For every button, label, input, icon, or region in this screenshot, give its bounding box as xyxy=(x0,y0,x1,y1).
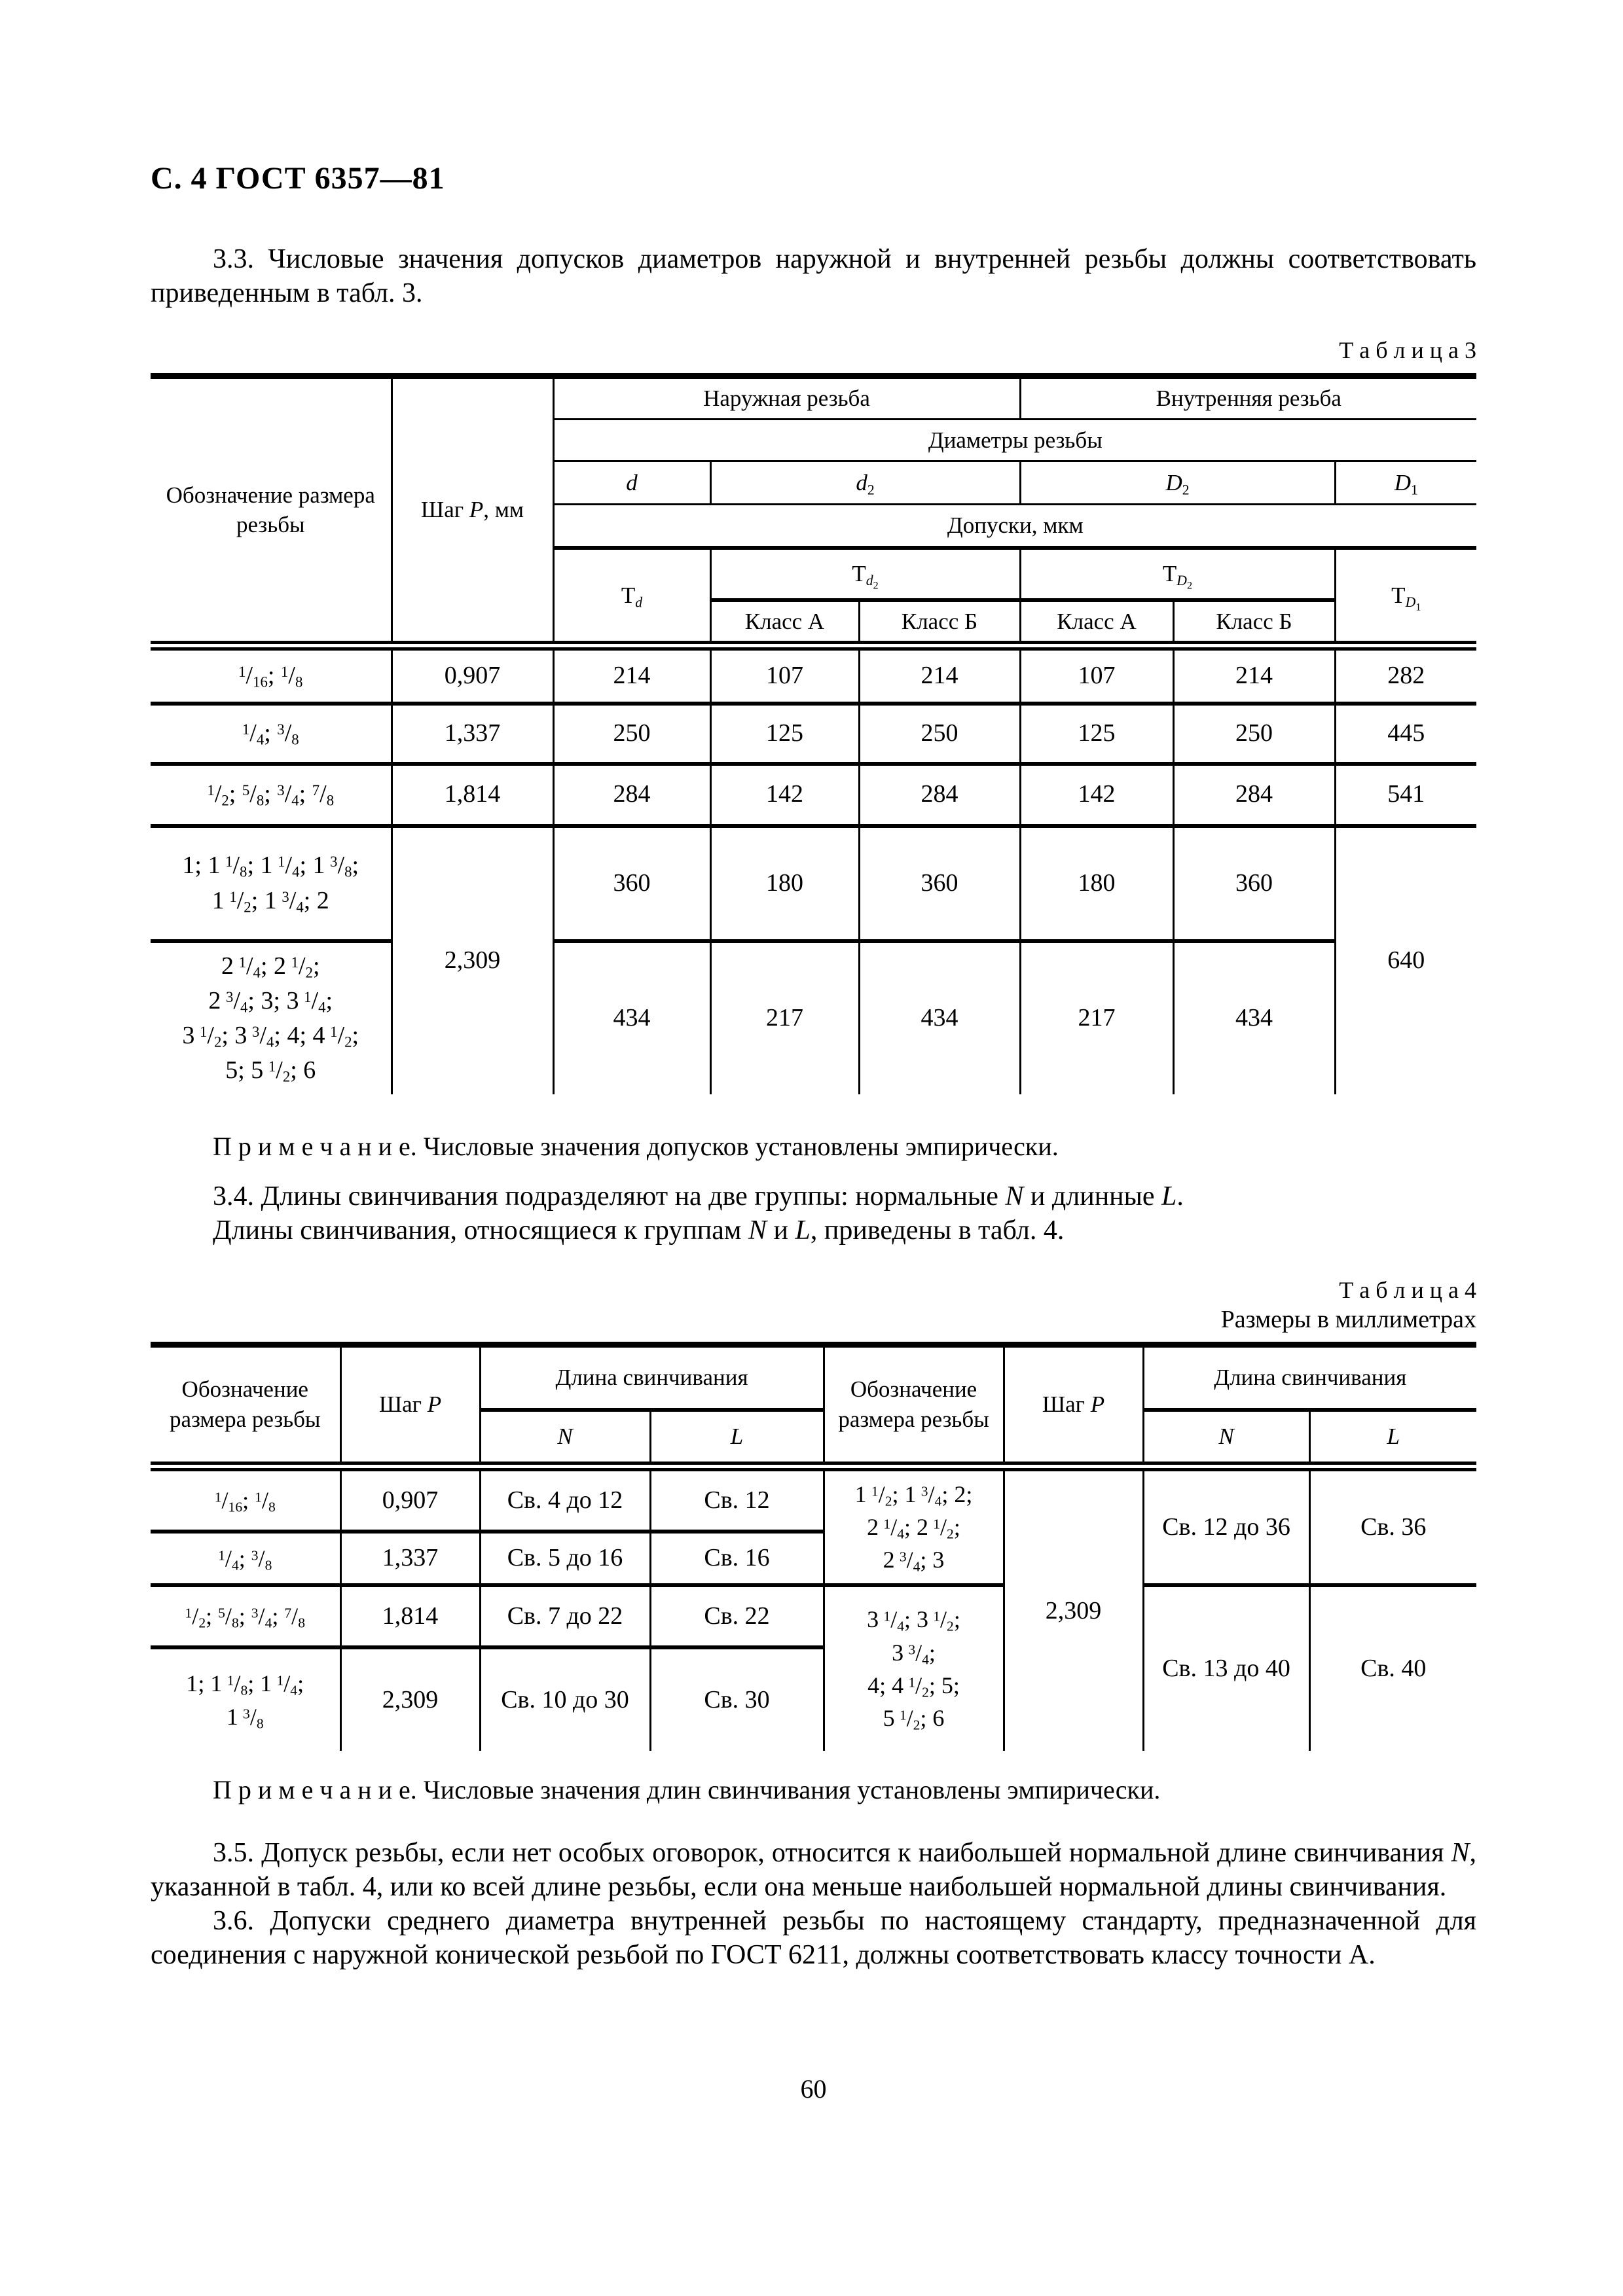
t4-col-designation-right: Обозначение размера резьбы xyxy=(824,1344,1004,1466)
t4-l-cell: Св. 22 xyxy=(650,1585,824,1647)
table-row xyxy=(151,376,1476,420)
t3-value-cell: 360 xyxy=(553,826,710,941)
t4-col-n-right: N xyxy=(1143,1410,1309,1466)
t3-pitch-cell: 1,337 xyxy=(392,704,553,764)
t3-col-D2: $D_2$ xyxy=(1020,461,1335,505)
t3-value-cell: 107 xyxy=(1020,646,1173,704)
t3-value-cell: 125 xyxy=(1020,704,1173,764)
t3-designation-cell: $^1/_2$; $^5/_8$; $^3/_4$; $^7/_8$ xyxy=(151,764,392,826)
t3-col-Td: $Т_d$ xyxy=(553,548,710,646)
t4-designation-cell: $^1/_4$; $^3/_8$ xyxy=(151,1532,340,1585)
table4-note: П р и м е ч а н и е. Числовые значения длин свинчивания установлены эмпирически. xyxy=(213,1775,1161,1804)
t3-value-cell: 142 xyxy=(710,764,859,826)
t4-n-cell: Св. 5 до 16 xyxy=(480,1532,650,1585)
table3-note: П р и м е ч а н и е. Числовые значения допусков установлены эмпирически. xyxy=(213,1131,1059,1161)
t3-value-cell: 180 xyxy=(710,826,859,941)
t3-pitch-cell-merged: 2,309 xyxy=(392,826,553,1094)
table-row xyxy=(151,704,1476,764)
t3-pitch-cell: 1,814 xyxy=(392,764,553,826)
t3-designation-cell: $^1/_{16}$; $^1/_8$ xyxy=(151,646,392,704)
t4-col-length-left: Длина свинчивания xyxy=(480,1344,824,1410)
t4-n-cell: Св. 13 до 40 xyxy=(1143,1585,1309,1751)
table-row xyxy=(151,1344,1476,1410)
t4-col-pitch-right: Шаг P xyxy=(1004,1344,1143,1466)
t3-value-cell: 142 xyxy=(1020,764,1173,826)
t3-value-cell: 284 xyxy=(553,764,710,826)
t4-pitch-cell: 0,907 xyxy=(340,1466,480,1532)
t4-col-l-left: L xyxy=(650,1410,824,1466)
t3-col-tolerances: Допуски, мкм xyxy=(553,505,1476,548)
t3-designation-cell: 1; 1 $^1/_8$; 1 $^1/_4$; 1 $^3/_8$; 1 $^1/_2$; 1 $^3/_4$; 2 xyxy=(151,826,392,941)
t4-designation-cell: 1; 1 $^1/_8$; 1 $^1/_4$; 1 $^3/_8$ xyxy=(151,1647,340,1751)
t3-value-cell: 214 xyxy=(553,646,710,704)
t4-n-cell: Св. 12 до 36 xyxy=(1143,1466,1309,1585)
t4-col-designation-left: Обозначение размера резьбы xyxy=(151,1344,340,1466)
t4-pitch-cell-merged: 2,309 xyxy=(1004,1466,1143,1751)
t3-pitch-cell: 0,907 xyxy=(392,646,553,704)
t3-value-cell: 217 xyxy=(1020,941,1173,1094)
t3-col-designation: Обозначение размера резьбы xyxy=(151,376,392,646)
t3-col-class-a: Класс А xyxy=(710,600,859,646)
table-row xyxy=(151,941,1476,1094)
t3-col-TD2: $Т_{D_2}$ xyxy=(1020,548,1335,600)
t3-value-cell: 284 xyxy=(1173,764,1335,826)
t3-col-Td2: $Т_{d_2}$ xyxy=(710,548,1020,600)
paragraph-3-4-line2: Длины свинчивания, относящиеся к группам N и L, приведены в табл. 4. xyxy=(213,1215,1065,1246)
t3-value-cell: 214 xyxy=(859,646,1020,704)
t4-n-cell: Св. 7 до 22 xyxy=(480,1585,650,1647)
t3-value-cell: 125 xyxy=(710,704,859,764)
t3-col-class-a: Класс А xyxy=(1020,600,1173,646)
t3-col-diameters: Диаметры резьбы xyxy=(553,420,1476,461)
t4-l-cell: Св. 16 xyxy=(650,1532,824,1585)
paragraph-3-6: 3.6. Допуски среднего диаметра внутренней резьбы по настоящему стандарту, предназначенной для соединения с наружной конической резьбой по ГОСТ 6211, должны соответствовать классу точности А. xyxy=(151,1906,1476,1970)
t3-col-inner-thread: Внутренняя резьба xyxy=(1020,376,1476,420)
t3-td1-cell: 541 xyxy=(1335,764,1476,826)
t3-designation-cell: $^1/_4$; $^3/_8$ xyxy=(151,704,392,764)
t4-l-cell: Св. 36 xyxy=(1309,1466,1476,1585)
t3-col-outer-thread: Наружная резьба xyxy=(553,376,1020,420)
t3-td1-cell: 282 xyxy=(1335,646,1476,704)
t3-value-cell: 217 xyxy=(710,941,859,1094)
t3-col-class-b: Класс Б xyxy=(1173,600,1335,646)
t3-value-cell: 214 xyxy=(1173,646,1335,704)
t4-pitch-cell: 2,309 xyxy=(340,1647,480,1751)
table3-header xyxy=(151,376,1476,646)
t4-pitch-cell: 1,814 xyxy=(340,1585,480,1647)
t4-pitch-cell: 1,337 xyxy=(340,1532,480,1585)
table-row xyxy=(151,1585,1476,1647)
t3-designation-cell: 2 $^1/_4$; 2 $^1/_2$; 2 $^3/_4$; 3; 3 $^1/_4$; 3 $^1/_2$; 3 $^3/_4$; 4; 4 $^1/_2$; 5; 5 $^1/_2$; 6 xyxy=(151,941,392,1094)
t4-designation-cell: 3 $^1/_4$; 3 $^1/_2$; 3 $^3/_4$; 4; 4 $^1/_2$; 5; 5 $^1/_2$; 6 xyxy=(824,1585,1004,1751)
table3-body xyxy=(151,646,1476,1094)
table3-caption: Т а б л и ц а 3 xyxy=(1339,337,1476,363)
table4-header xyxy=(151,1344,1476,1466)
t4-n-cell: Св. 4 до 12 xyxy=(480,1466,650,1532)
t3-td1-cell-merged: 640 xyxy=(1335,826,1476,1094)
t3-col-d: d xyxy=(553,461,710,505)
t4-l-cell: Св. 40 xyxy=(1309,1585,1476,1751)
t4-designation-cell: $^1/_2$; $^5/_8$; $^3/_4$; $^7/_8$ xyxy=(151,1585,340,1647)
table-row xyxy=(151,1466,1476,1532)
t3-col-pitch: Шаг P, мм xyxy=(392,376,553,646)
t3-value-cell: 434 xyxy=(859,941,1020,1094)
t4-l-cell: Св. 30 xyxy=(650,1647,824,1751)
table-3 xyxy=(151,373,1476,1094)
t3-col-D1: $D_1$ xyxy=(1335,461,1476,505)
t4-designation-cell: $^1/_{16}$; $^1/_8$ xyxy=(151,1466,340,1532)
page-header: С. 4 ГОСТ 6357—81 xyxy=(151,161,445,196)
paragraph-3-4-line1: 3.4. Длины свинчивания подразделяют на две группы: нормальные N и длинные L. xyxy=(213,1181,1184,1211)
table4-body xyxy=(151,1466,1476,1751)
table-row xyxy=(151,646,1476,704)
t3-col-d2: $d_2$ xyxy=(710,461,1020,505)
t4-col-n-left: N xyxy=(480,1410,650,1466)
t3-value-cell: 250 xyxy=(553,704,710,764)
t4-col-pitch-left: Шаг P xyxy=(340,1344,480,1466)
table-row xyxy=(151,826,1476,941)
t3-value-cell: 360 xyxy=(859,826,1020,941)
t3-value-cell: 434 xyxy=(1173,941,1335,1094)
t3-value-cell: 284 xyxy=(859,764,1020,826)
t4-designation-cell: 1 $^1/_2$; 1 $^3/_4$; 2; 2 $^1/_4$; 2 $^1/_2$; 2 $^3/_4$; 3 xyxy=(824,1466,1004,1585)
t3-col-TD1: $Т_{D_1}$ xyxy=(1335,548,1476,646)
table-4 xyxy=(151,1342,1476,1751)
t3-value-cell: 434 xyxy=(553,941,710,1094)
t4-col-length-right: Длина свинчивания xyxy=(1143,1344,1476,1410)
t3-value-cell: 107 xyxy=(710,646,859,704)
page-number: 60 xyxy=(800,2074,827,2104)
t4-n-cell: Св. 10 до 30 xyxy=(480,1647,650,1751)
t3-value-cell: 250 xyxy=(1173,704,1335,764)
t4-col-l-right: L xyxy=(1309,1410,1476,1466)
t3-td1-cell: 445 xyxy=(1335,704,1476,764)
t3-value-cell: 250 xyxy=(859,704,1020,764)
table4-subcaption: Размеры в миллиметрах xyxy=(1220,1305,1476,1333)
t3-col-class-b: Класс Б xyxy=(859,600,1020,646)
t4-l-cell: Св. 12 xyxy=(650,1466,824,1532)
t3-value-cell: 180 xyxy=(1020,826,1173,941)
table4-caption: Т а б л и ц а 4 xyxy=(1339,1276,1476,1303)
t3-value-cell: 360 xyxy=(1173,826,1335,941)
paragraph-3-5: 3.5. Допуск резьбы, если нет особых оговорок, относится к наибольшей нормальной длине свинчивания N, указанной в табл. 4, или ко всей длине резьбы, если она меньше наибольшей нормальной длины свинчивания. xyxy=(151,1838,1476,1902)
table-row xyxy=(151,764,1476,826)
paragraph-3-3: 3.3. Числовые значения допусков диаметров наружной и внутренней резьбы должны соответствовать приведенным в табл. 3. xyxy=(151,244,1476,308)
